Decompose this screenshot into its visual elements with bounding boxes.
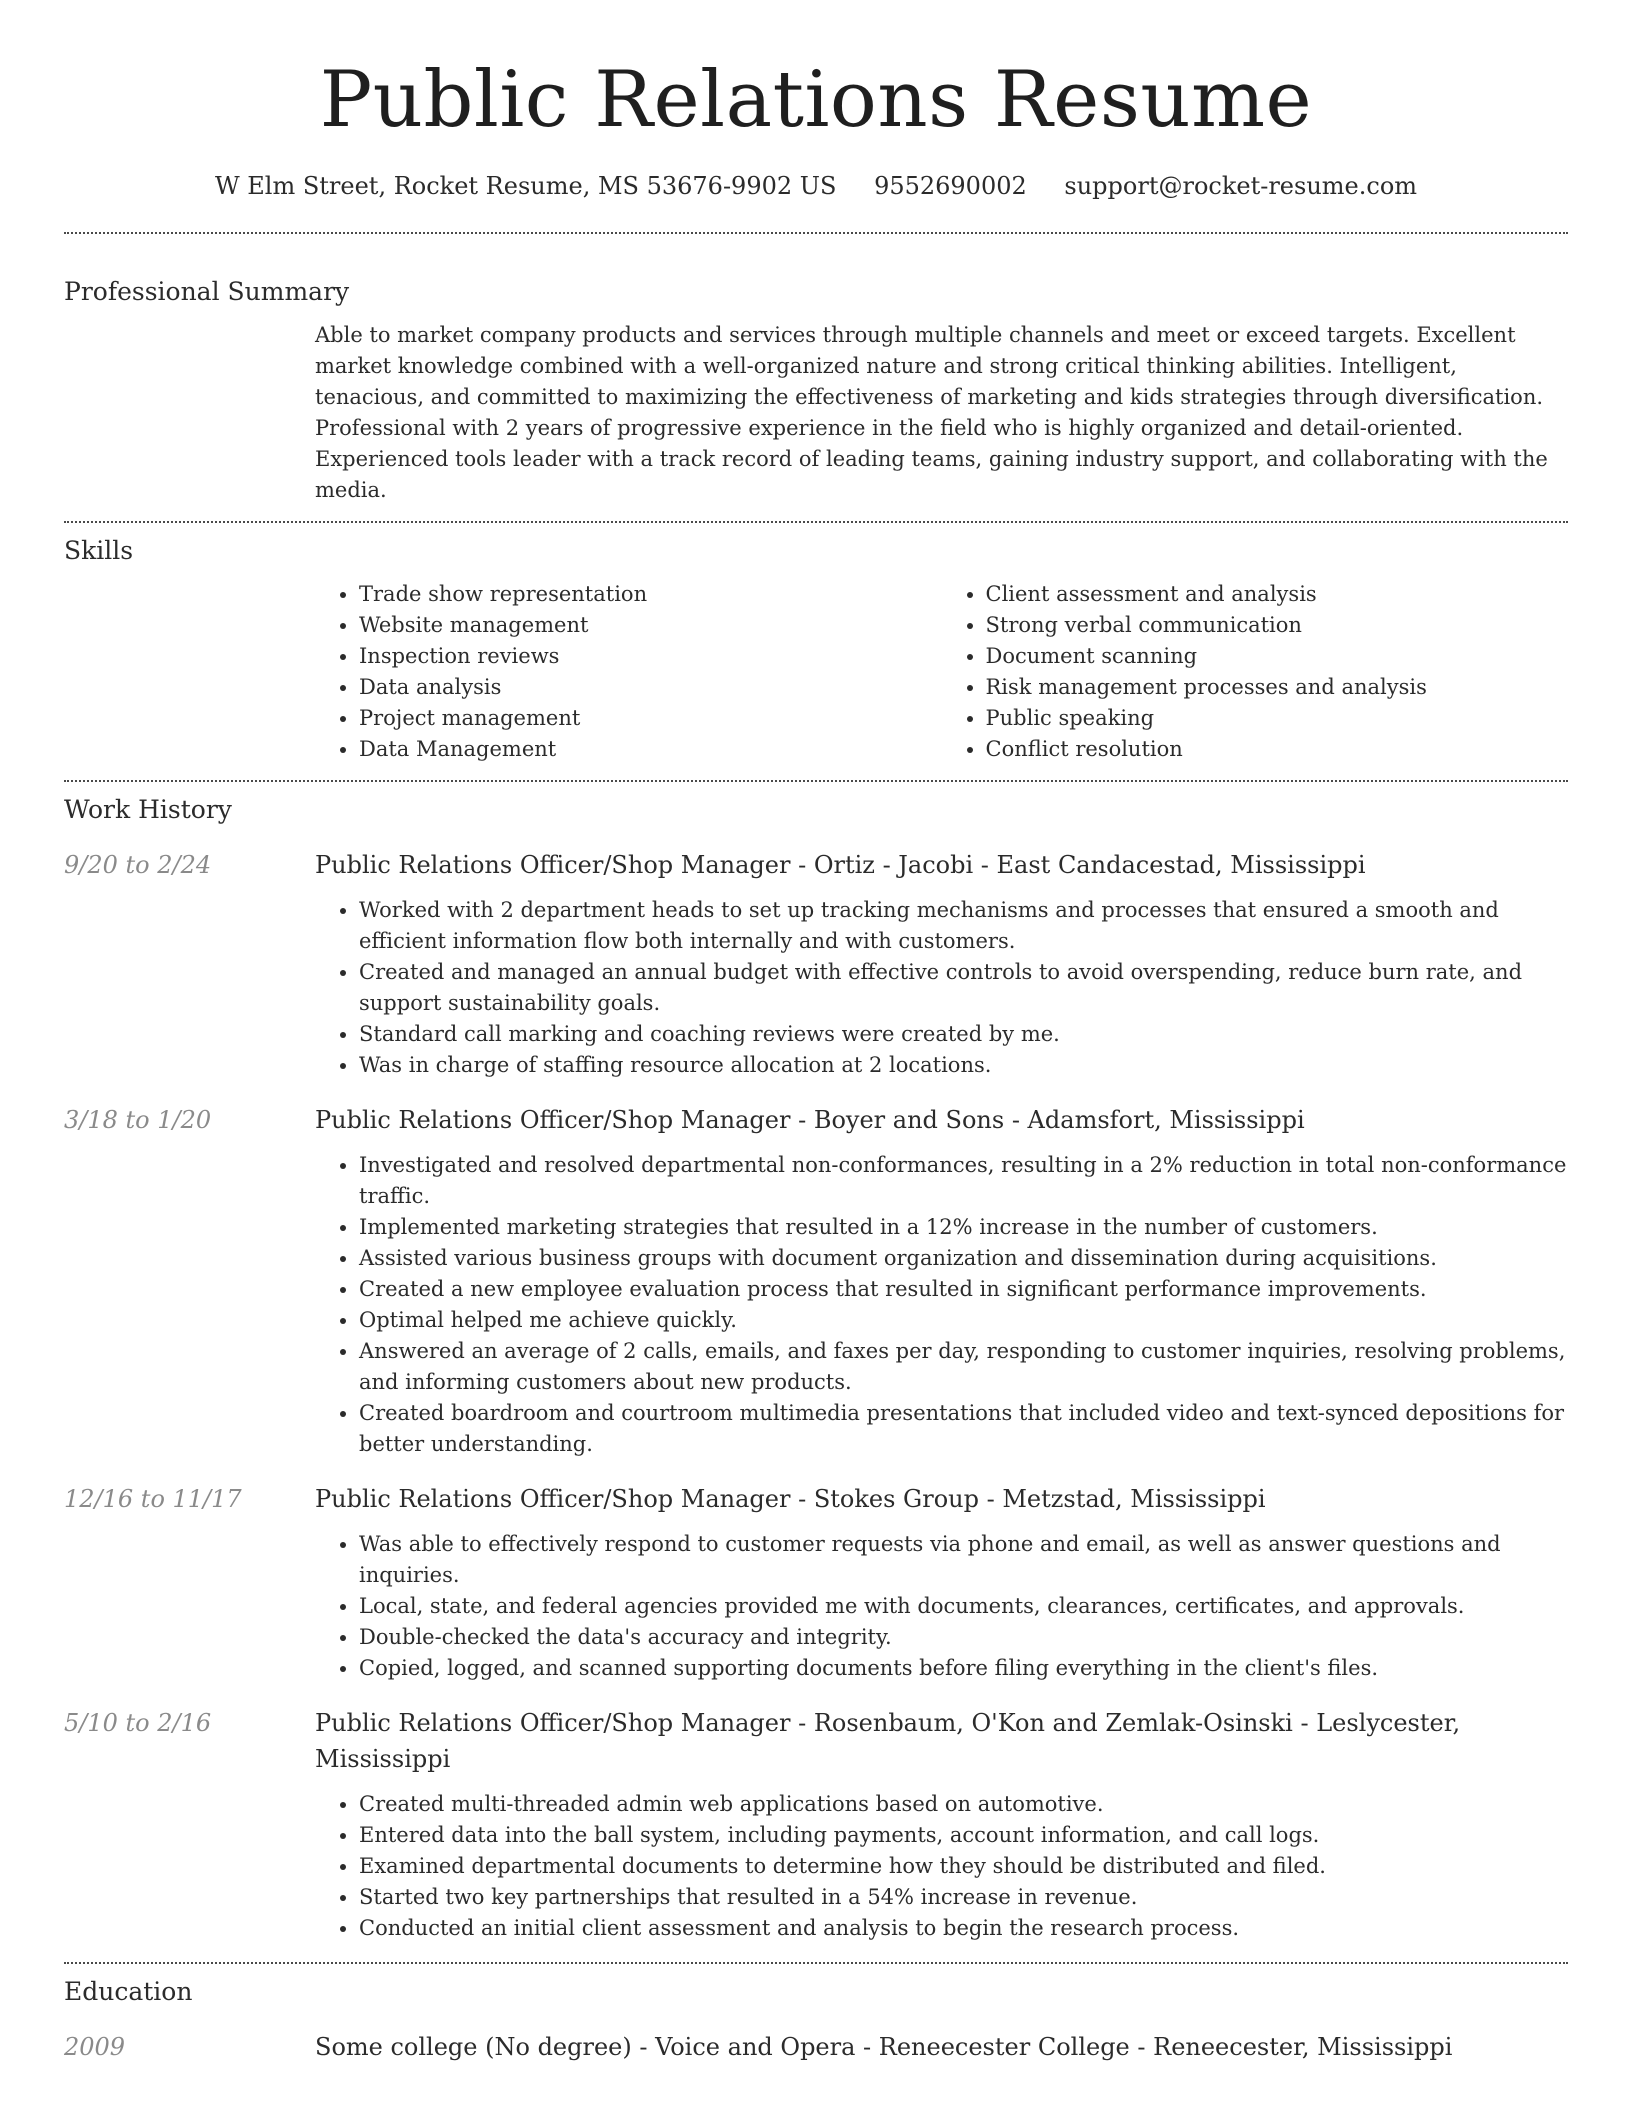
job-duties bbox=[315, 1789, 1568, 1944]
job-entry bbox=[64, 847, 1568, 1081]
section-title-education: Education bbox=[64, 1977, 193, 2006]
duty-item: • Started two key partnerships that resulted in a 54% increase in revenue. bbox=[359, 1882, 1568, 1913]
skill-item: • Data Management bbox=[359, 734, 942, 765]
skill-item: • Inspection reviews bbox=[359, 641, 942, 672]
duty-item: • Created boardroom and courtroom multimedia presentations that included video and text-synced depositions for better understanding. bbox=[359, 1398, 1568, 1460]
job-entry bbox=[64, 1481, 1568, 1684]
education-year: 2009 bbox=[64, 2033, 126, 2061]
duty-item: • Double-checked the data's accuracy and integrity. bbox=[359, 1622, 1568, 1653]
resume-title: Public Relations Resume bbox=[319, 55, 1313, 145]
skill-item: • Strong verbal communication bbox=[986, 610, 1569, 641]
contact-email: support@rocket-resume.com bbox=[1064, 172, 1418, 200]
job-heading: Public Relations Officer/Shop Manager - Stokes Group - Metzstad, Mississippi bbox=[315, 1485, 1266, 1513]
skill-item: • Data analysis bbox=[359, 672, 942, 703]
job-heading: Public Relations Officer/Shop Manager - Ortiz - Jacobi - East Candacestad, Mississippi bbox=[315, 851, 1366, 879]
skills-column-left bbox=[315, 579, 942, 765]
divider bbox=[64, 521, 1568, 523]
duty-item: • Examined departmental documents to determine how they should be distributed and filed. bbox=[359, 1851, 1568, 1882]
job-dates: 12/16 to 11/17 bbox=[64, 1485, 242, 1513]
skills-section bbox=[64, 534, 1568, 765]
duty-item: • Created multi-threaded admin web applications based on automotive. bbox=[359, 1789, 1568, 1820]
job-dates: 9/20 to 2/24 bbox=[64, 851, 212, 879]
duty-item: • Investigated and resolved departmental non-conformances, resulting in a 2% reduction in total non-conformance traffic. bbox=[359, 1150, 1568, 1212]
job-heading: Public Relations Officer/Shop Manager - Rosenbaum, O'Kon and Zemlak-Osinski - Leslycester, Mississippi bbox=[315, 1709, 1461, 1773]
work-history-section bbox=[64, 793, 1568, 1944]
skill-item: • Public speaking bbox=[986, 703, 1569, 734]
contact-line bbox=[64, 170, 1568, 202]
job-dates: 3/18 to 1/20 bbox=[64, 1106, 212, 1134]
summary-section bbox=[64, 275, 1568, 506]
skill-item: • Project management bbox=[359, 703, 942, 734]
duty-item: • Answered an average of 2 calls, emails, and faxes per day, responding to customer inquiries, resolving problems, and informing customers about new products. bbox=[359, 1336, 1568, 1398]
duty-item: • Optimal helped me achieve quickly. bbox=[359, 1305, 1568, 1336]
duty-item: • Assisted various business groups with document organization and dissemination during acquisitions. bbox=[359, 1243, 1568, 1274]
job-duties bbox=[315, 1529, 1568, 1684]
education-heading: Some college (No degree) - Voice and Opera - Reneecester College - Reneecester, Mississippi bbox=[315, 2033, 1453, 2061]
skill-item: • Document scanning bbox=[986, 641, 1569, 672]
job-duties bbox=[315, 895, 1568, 1081]
section-title-summary: Professional Summary bbox=[64, 277, 350, 306]
duty-item: • Conducted an initial client assessment and analysis to begin the research process. bbox=[359, 1913, 1568, 1944]
skill-item: • Conflict resolution bbox=[986, 734, 1569, 765]
contact-address: W Elm Street, Rocket Resume, MS 53676-9902 US bbox=[214, 172, 837, 200]
duty-item: • Entered data into the ball system, including payments, account information, and call logs. bbox=[359, 1820, 1568, 1851]
job-dates: 5/10 to 2/16 bbox=[64, 1709, 212, 1737]
summary-text: Able to market company products and services through multiple channels and meet or exceed targets. Excellent market knowledge combined with a well-organized nature and strong critical thinking abilities. Intelligent, tenacious, and committed to maximizing the effectiveness of marketing and kids strategies through diversification. Professional with 2 years of progressive experience in the field who is highly organized and detail-oriented. Experienced tools leader with a track record of leading teams, gaining industry support, and collaborating with the media. bbox=[315, 323, 1548, 502]
skill-item: • Trade show representation bbox=[359, 579, 942, 610]
skill-item: • Client assessment and analysis bbox=[986, 579, 1569, 610]
divider bbox=[64, 1962, 1568, 1964]
duty-item: • Was in charge of staffing resource allocation at 2 locations. bbox=[359, 1050, 1568, 1081]
duty-item: • Standard call marking and coaching reviews were created by me. bbox=[359, 1019, 1568, 1050]
divider bbox=[64, 780, 1568, 782]
duty-item: • Local, state, and federal agencies provided me with documents, clearances, certificates, and approvals. bbox=[359, 1591, 1568, 1622]
duty-item: • Was able to effectively respond to customer requests via phone and email, as well as answer questions and inquiries. bbox=[359, 1529, 1568, 1591]
duty-item: • Copied, logged, and scanned supporting documents before filing everything in the client's files. bbox=[359, 1653, 1568, 1684]
skills-column-right bbox=[942, 579, 1569, 765]
section-title-work: Work History bbox=[64, 795, 232, 824]
education-entry bbox=[64, 2029, 1568, 2065]
section-title-skills: Skills bbox=[64, 536, 134, 565]
divider bbox=[64, 232, 1568, 234]
job-entry bbox=[64, 1102, 1568, 1460]
duty-item: • Implemented marketing strategies that resulted in a 12% increase in the number of customers. bbox=[359, 1212, 1568, 1243]
duty-item: • Created and managed an annual budget with effective controls to avoid overspending, reduce burn rate, and support sustainability goals. bbox=[359, 957, 1568, 1019]
education-section bbox=[64, 1975, 1568, 2065]
duty-item: • Created a new employee evaluation process that resulted in significant performance improvements. bbox=[359, 1274, 1568, 1305]
skills-list bbox=[315, 579, 1568, 765]
job-duties bbox=[315, 1150, 1568, 1460]
skill-item: • Risk management processes and analysis bbox=[986, 672, 1569, 703]
skill-item: • Website management bbox=[359, 610, 942, 641]
duty-item: • Worked with 2 department heads to set up tracking mechanisms and processes that ensured a smooth and efficient information flow both internally and with customers. bbox=[359, 895, 1568, 957]
job-heading: Public Relations Officer/Shop Manager - Boyer and Sons - Adamsfort, Mississippi bbox=[315, 1106, 1305, 1134]
job-entry bbox=[64, 1705, 1568, 1944]
contact-phone: 9552690002 bbox=[874, 172, 1027, 200]
